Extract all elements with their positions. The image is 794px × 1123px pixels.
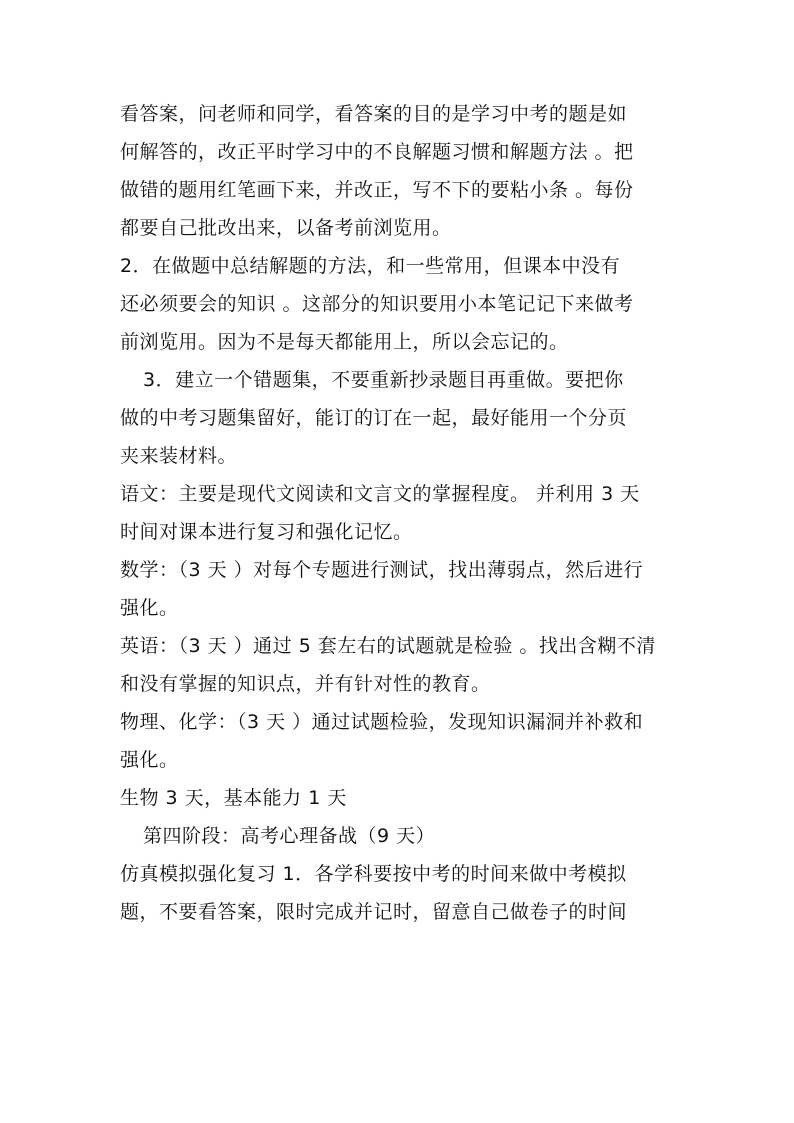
text-line-2: 何解答的，改正平时学习中的不良解题习惯和解题方法 。把 (120, 141, 634, 163)
text-line-7: 前浏览用。因为不是每天都能用上，所以会忘记的。 (120, 331, 569, 353)
text-line-18: 强化。 (120, 749, 179, 771)
text-line-19: 生物 3 天，基本能力 1 天 (120, 787, 347, 809)
text-line-22: 题，不要看答案，限时完成并记时，留意自己做卷子的时间 (120, 901, 628, 923)
text-line-11: 语文：主要是现代文阅读和文言文的掌握程度。 并利用 3 天 (120, 483, 640, 505)
text-line-21: 仿真模拟强化复习 1．各学科要按中考的时间来做中考模拟 (120, 863, 627, 885)
text-line-3: 做错的题用红笔画下来，并改正，写不下的要粘小条 。每份 (120, 179, 634, 201)
text-line-4: 都要自己批改出来，以备考前浏览用。 (120, 217, 452, 239)
text-line-15: 英语：（3 天 ）通过 5 套左右的试题就是检验 。找出含糊不清 (120, 635, 656, 657)
text-line-14: 强化。 (120, 597, 179, 619)
text-line-13: 数学：（3 天 ）对每个专题进行测试，找出薄弱点，然后进行 (120, 559, 644, 581)
text-line-17: 物理、化学：（3 天 ）通过试题检验，发现知识漏洞并补救和 (120, 711, 644, 733)
text-line-16: 和没有掌握的知识点，并有针对性的教育。 (120, 673, 491, 695)
text-line-6: 还必须要会的知识 。这部分的知识要用小本笔记记下来做考 (120, 293, 634, 315)
text-line-1: 看答案，问老师和同学，看答案的目的是学习中考的题是如 (120, 103, 628, 125)
text-line-9: 做的中考习题集留好，能订的订在一起，最好能用一个分页 (120, 407, 628, 429)
text-line-8: 3．建立一个错题集，不要重新抄录题目再重做。要把你 (143, 369, 624, 391)
text-line-5: 2．在做题中总结解题的方法，和一些常用，但课本中没有 (120, 255, 621, 277)
text-line-10: 夹来装材料。 (120, 445, 238, 467)
text-line-20: 第四阶段：高考心理备战（9 天） (143, 825, 436, 847)
text-line-12: 时间对课本进行复习和强化记忆。 (120, 521, 413, 543)
